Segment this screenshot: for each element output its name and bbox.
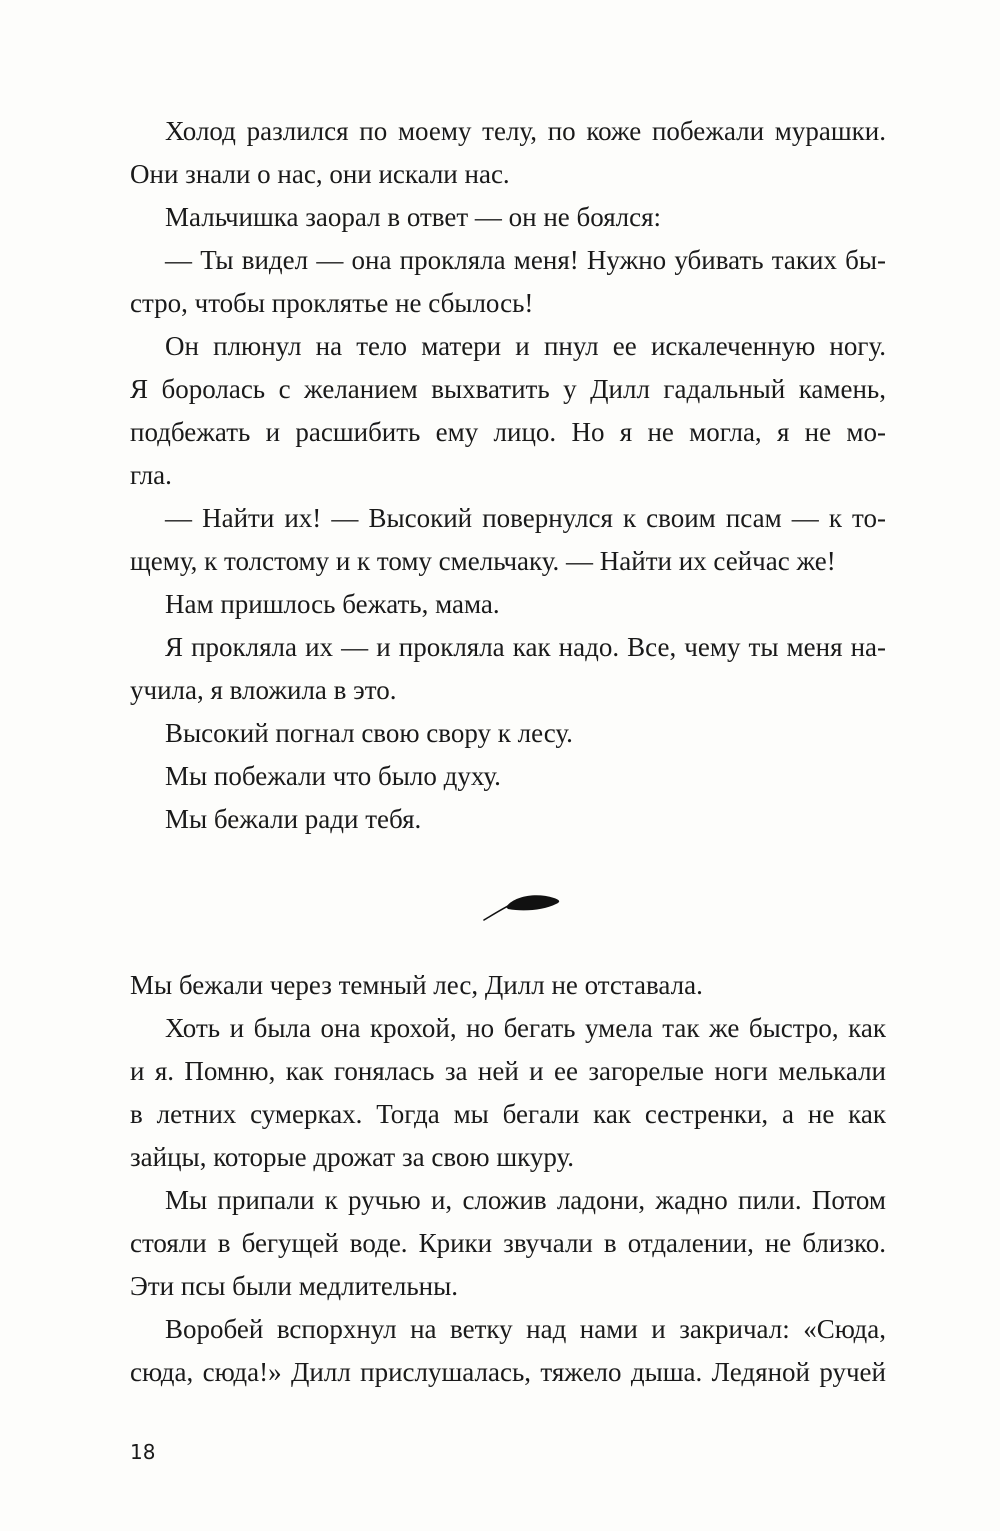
text-line: зайцы, которые дрожат за свою шкуру. [130, 1142, 575, 1172]
text-line: Я боролась с желанием выхватить у Дилл гадальный камень, [130, 374, 886, 404]
text-line: стро, чтобы проклятье не сбылось! [130, 288, 534, 318]
text-line: подбежать и расшибить ему лицо. Но я не могла, я не мо- [130, 417, 886, 447]
text-line: — Найти их! — Высокий повернулся к своим псам — к то- [165, 503, 886, 533]
text-line: Высокий погнал свою свору к лесу. [165, 718, 573, 748]
text-line: Я прокляла их — и прокляла как надо. Все, чему ты меня на- [165, 632, 886, 662]
page-number: 18 [130, 1440, 156, 1464]
text-line: Мальчишка заорал в ответ — он не боялся: [165, 202, 662, 232]
text-line: в летних сумерках. Тогда мы бегали как сестренки, а не как [130, 1099, 886, 1129]
text-line: Мы припали к ручью и, сложив ладони, жадно пили. Потом [165, 1185, 886, 1215]
text-line: Они знали о нас, они искали нас. [130, 159, 510, 189]
text-line: Мы бежали через темный лес, Дилл не отставала. [130, 970, 703, 1000]
text-line: Холод разлился по моему телу, по коже побежали мурашки. [165, 116, 886, 146]
text-line: гла. [130, 460, 172, 490]
text-line: — Ты видел — она прокляла меня! Нужно убивать таких бы- [165, 245, 886, 275]
text-line: Эти псы были медлительны. [130, 1271, 458, 1301]
text-line: щему, к толстому и к тому смельчаку. — Найти их сейчас же! [130, 546, 836, 576]
text-line: Хоть и была она крохой, но бегать умела так же быстро, как [165, 1013, 886, 1043]
text-line: сюда, сюда!» Дилл прислушалась, тяжело дыша. Ледяной ручей [130, 1357, 886, 1387]
text-line: Он плюнул на тело матери и пнул ее искалеченную ногу. [165, 331, 886, 361]
text-line: Нам пришлось бежать, мама. [165, 589, 500, 619]
text-line: Воробей вспорхнул на ветку над нами и закричал: «Сюда, [165, 1314, 886, 1344]
text-line: учила, я вложила в это. [130, 675, 397, 705]
text-line: Мы побежали что было духу. [165, 761, 501, 791]
text-line: и я. Помню, как гонялась за ней и ее загорелые ноги мелькали [130, 1056, 886, 1086]
feather-icon [480, 890, 562, 924]
text-line: Мы бежали ради тебя. [165, 804, 422, 834]
text-line: стояли в бегущей воде. Крики звучали в отдалении, не близко. [130, 1228, 886, 1258]
